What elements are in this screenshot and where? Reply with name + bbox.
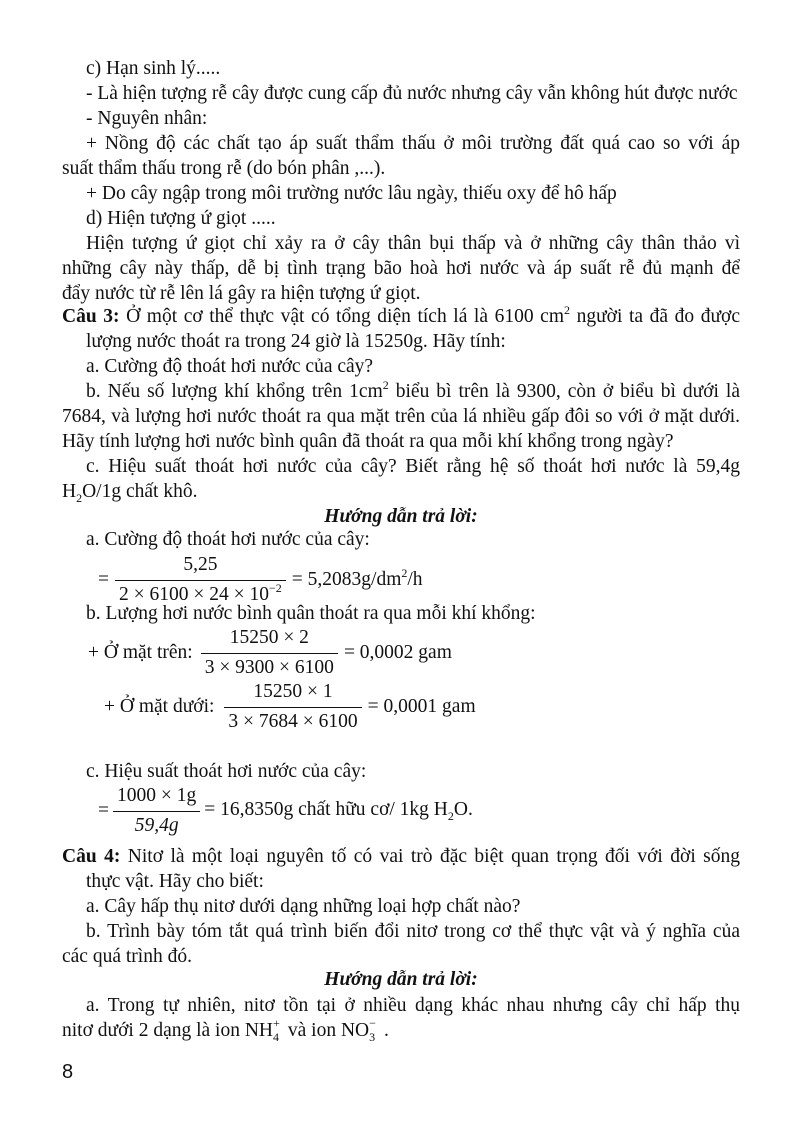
text-line: d) Hiện tượng ứ giọt ..... [86, 208, 276, 229]
text-line: các quá trình đó. [62, 946, 192, 967]
answer-heading: Hướng dẫn trả lời: [324, 969, 478, 990]
text-line: đẩy nước từ rễ lên lá gây ra hiện tượng ứ giọt. [62, 283, 421, 304]
text-line: suất thẩm thấu trong rễ (do bón phân ,...). [62, 158, 386, 179]
text-line: + Nồng độ các chất tạo áp suất thẩm thấu ở môi trường đất quá cao so với áp [86, 133, 740, 154]
text-line: a. Trong tự nhiên, nitơ tồn tại ở nhiều dạng khác nhau nhưng cây chỉ hấp thụ [86, 995, 740, 1016]
text-line: - Là hiện tượng rễ cây được cung cấp đủ nước nhưng cây vẫn không hút được nước [86, 83, 738, 104]
text-line: c. Hiệu suất thoát hơi nước của cây? Biết rằng hệ số thoát hơi nước là 59,4g [86, 456, 740, 477]
ion-charge: − 3 [369, 1015, 376, 1044]
equation-b-top: + Ở mặt trên: $\frac{15250 \times 2}{3 \times 9300 \times 6100}$ = 0,0002 gam [88, 626, 452, 680]
question-4: Câu 4: Nitơ là một loại nguyên tố có vai trò đặc biệt quan trọng đối với đời sống [62, 846, 740, 867]
text-line: Hãy tính lượng hơi nước bình quân đã thoát ra qua mỗi khí khổng trong ngày? [62, 431, 674, 452]
page-number: 8 [62, 1061, 74, 1083]
ion-charge: + 4 [273, 1015, 280, 1044]
text-line: b. Nếu số lượng khí khổng trên $1cm^2$ biểu bì trên là 9300, còn ở biểu bì dưới là [86, 378, 740, 402]
question-label: Câu 3: [62, 306, 120, 327]
fraction: $\frac{15250 \times 1}{3 \times 7684 \times 6100}$ [224, 680, 361, 734]
text-line: c) Hạn sinh lý..... [86, 58, 221, 79]
text-line: Hiện tượng ứ giọt chỉ xảy ra ở cây thân bụi thấp và ở những cây thân thảo vì [86, 233, 740, 254]
text-line: + Do cây ngập trong môi trường nước lâu ngày, thiếu oxy để hô hấp [86, 183, 617, 204]
text-line: nitơ dưới 2 dạng là ion NH + 4 và ion NO − 3 . [62, 1015, 389, 1044]
text-line: a. Cường độ thoát hơi nước của cây? [86, 356, 374, 377]
answer-heading: Hướng dẫn trả lời: [324, 506, 478, 527]
text-line: $H_2O/1g$ chất khô. [62, 481, 198, 505]
equation-a: = $\frac{5,25}{2 \times 6100 \times 24 \times 10^{-2}}$ = $5,2083g/dm^2/h$ [98, 553, 423, 608]
text-line: thực vật. Hãy cho biết: [86, 871, 264, 892]
text-line: 7684, và lượng hơi nước thoát ra qua mặt trên của lá nhiều gấp đôi so với ở mặt dưới. [62, 406, 740, 427]
question-3: Câu 3: Ở một cơ thể thực vật có tổng diện tích lá là 6100 $cm^2$ người ta đã đo được [62, 303, 741, 327]
text-line: a. Cường độ thoát hơi nước của cây: [86, 529, 370, 550]
text-line: lượng nước thoát ra trong 24 giờ là 15250g. Hãy tính: [86, 331, 506, 352]
text-line: những cây này thấp, dễ bị tình trạng bão hoà hơi nước và áp suất rễ đủ mạnh để [62, 258, 740, 279]
text-line: b. Trình bày tóm tắt quá trình biến đổi nitơ trong cơ thể thực vật và ý nghĩa của [86, 921, 740, 942]
fraction: $\frac{5,25}{2 \times 6100 \times 24 \times 10^{-2}}$ [115, 553, 286, 608]
text-line: c. Hiệu suất thoát hơi nước của cây: [86, 761, 367, 782]
question-label: Câu 4: [62, 846, 121, 867]
equation-b-bottom: + Ở mặt dưới: $\frac{15250 \times 1}{3 \times 7684 \times 6100}$ = 0,0001 gam [104, 680, 476, 734]
text-line: b. Lượng hơi nước bình quân thoát ra qua mỗi khí khổng: [86, 603, 536, 624]
equation-c: = $\frac{1000 \times 1g}{59,4g}$ = 16,8350g chất hữu cơ/ 1kg $H_2O$. [98, 784, 473, 838]
text-line: - Nguyên nhân: [86, 108, 208, 129]
fraction: $\frac{1000 \times 1g}{59,4g}$ [113, 784, 200, 838]
fraction: $\frac{15250 \times 2}{3 \times 9300 \times 6100}$ [201, 626, 338, 680]
text-line: a. Cây hấp thụ nitơ dưới dạng những loại hợp chất nào? [86, 896, 521, 917]
